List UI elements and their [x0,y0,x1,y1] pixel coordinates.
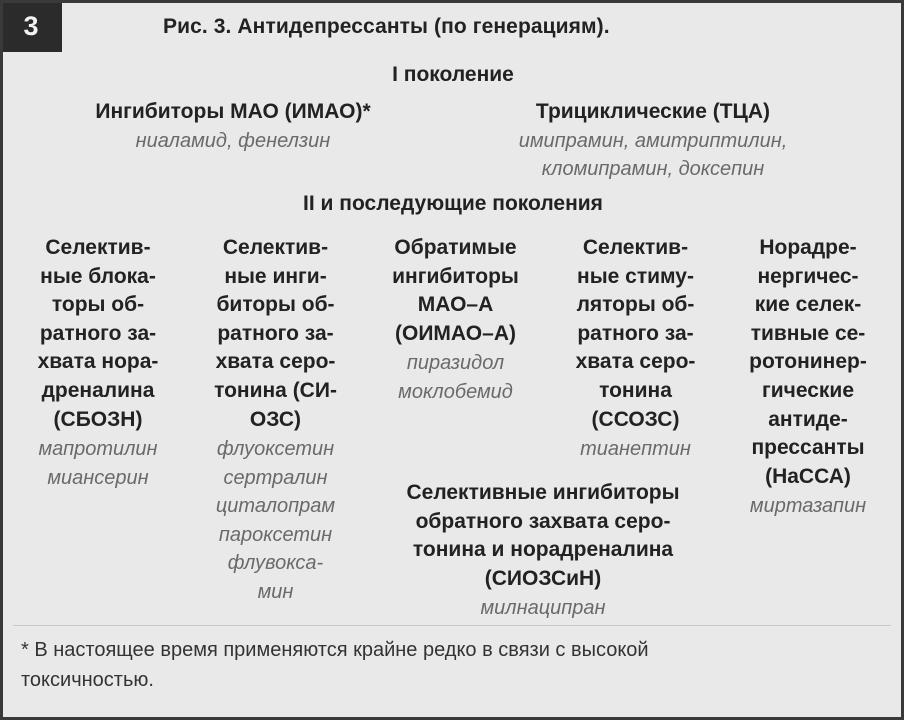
drugs-siozsin: милнаципран [480,597,606,619]
column-drugs-sbozn: мапротилин миансерин [38,438,158,489]
group-title-siozsin: Селективные ингибиторы обратного захвата серо- тонина и норадреналина (СИОЗСиН) [406,481,680,590]
figure-title: Рис. 3. Антидепрессанты (по генерациям). [163,15,610,38]
column-title-ssozs: Селектив- ные стиму- ляторы об- ратного за- хвата серо- тонина (ССОЗС) [575,236,696,431]
column-drugs-siozs: флуоксетин сертралин циталопрам пароксетин флувокса- мин [215,438,336,603]
generation-1-heading: I поколение [392,63,514,86]
generation-2-heading: II и последующие поколения [303,192,603,215]
group-title-tca: Трициклические (ТЦА) [535,100,771,123]
column-drugs-nassa: миртазапин [749,495,867,517]
footnote: * В настоящее время применяются крайне редко в связи с высокой токсичностью. [21,639,649,691]
column-title-sbozn: Селектив- ные блока- торы об- ратного за- хвата нора- дреналина (СБОЗН) [37,236,159,431]
column-drugs-ssozs: тианептин [580,438,691,460]
column-title-nassa: Норадре- нергичес- кие селек- тивные се- ротонинер- гические антиде- прессанты (НаССА) [749,236,867,488]
footnote-separator [13,625,891,626]
figure-number-badge: 3 [0,0,62,52]
drugs-tca: имипрамин, амитриптилин, кломипрамин, доксепин [518,130,788,180]
column-title-oimao-a: Обратимые ингибиторы МАО–А (ОИМАО–А) [392,236,519,345]
drugs-imao: ниаламид, фенелзин [135,130,331,152]
group-title-imao: Ингибиторы МАО (ИМАО)* [95,100,371,123]
column-title-siozs: Селектив- ные инги- биторы об- ратного за- хвата серо- тонина (СИ- ОЗС) [214,236,337,431]
column-drugs-oimao-a: пиразидол моклобемид [398,352,513,403]
